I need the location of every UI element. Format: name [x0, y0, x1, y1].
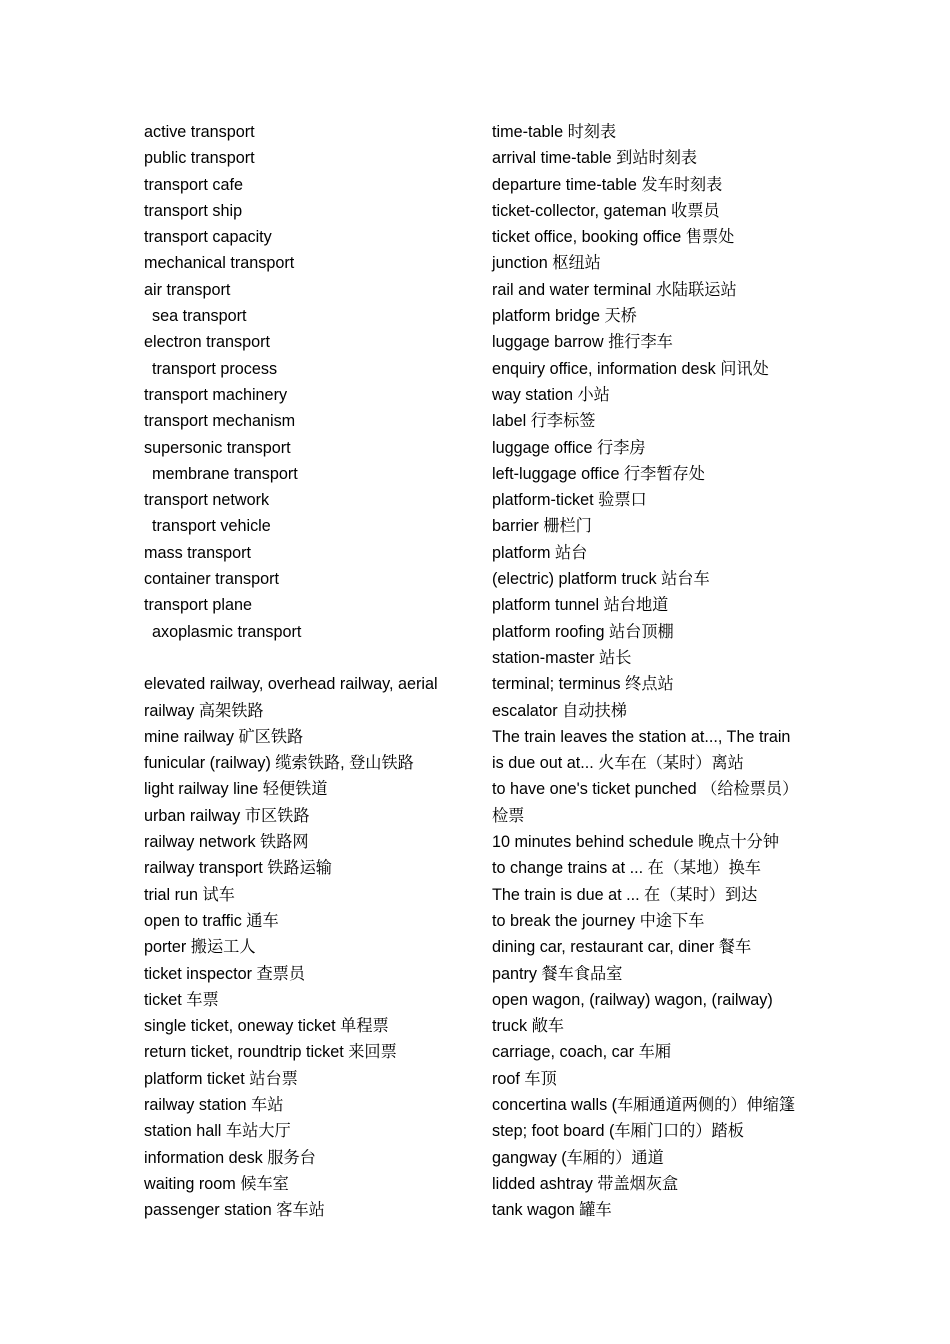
- term-line: elevated railway, overhead railway, aerial: [144, 675, 438, 694]
- term-line: platform ticket 站台票: [144, 1069, 298, 1088]
- term-line: axoplasmic transport: [152, 622, 302, 641]
- term-line: The train leaves the station at..., The train: [492, 727, 791, 746]
- term-line: departure time-table 发车时刻表: [492, 175, 723, 194]
- term-line: railway 高架铁路: [144, 701, 264, 720]
- term-line: gangway (车厢的）通道: [492, 1148, 664, 1167]
- term-line: 10 minutes behind schedule 晚点十分钟: [492, 833, 780, 852]
- term-line: railway network 铁路网: [144, 833, 309, 852]
- term-line: membrane transport: [152, 464, 298, 483]
- term-line: way station 小站: [492, 385, 610, 404]
- right-column: [492, 119, 822, 1223]
- term-line: barrier 栅栏门: [492, 517, 592, 536]
- term-line: to change trains at ... 在（某地）换车: [492, 859, 761, 878]
- term-line: platform bridge 天桥: [492, 307, 637, 326]
- term-line: transport cafe: [144, 175, 243, 194]
- term-line: lidded ashtray 带盖烟灰盒: [492, 1174, 679, 1193]
- term-line: trial run 试车: [144, 885, 235, 904]
- term-line: ticket inspector 查票员: [144, 964, 306, 983]
- term-line: sea transport: [152, 307, 247, 326]
- term-line: light railway line 轻便铁道: [144, 780, 328, 799]
- term-line: return ticket, roundtrip ticket 来回票: [144, 1043, 397, 1062]
- term-line: transport process: [152, 359, 278, 378]
- term-line: rail and water terminal 水陆联运站: [492, 280, 737, 299]
- term-line: luggage office 行李房: [492, 438, 646, 457]
- term-line: transport network: [144, 491, 270, 510]
- left-column: [144, 119, 464, 1223]
- term-line: mine railway 矿区铁路: [144, 727, 304, 746]
- term-line: platform roofing 站台顶棚: [492, 622, 674, 641]
- term-line: funicular (railway) 缆索铁路, 登山铁路: [144, 754, 414, 773]
- term-line: transport plane: [144, 596, 252, 615]
- term-line: station-master 站长: [492, 648, 632, 667]
- term-line: waiting room 候车室: [144, 1174, 289, 1193]
- term-line: time-table 时刻表: [492, 123, 617, 141]
- term-line: carriage, coach, car 车厢: [492, 1043, 672, 1062]
- term-line: open to traffic 通车: [144, 911, 279, 930]
- blank-line: [144, 645, 464, 671]
- term-line: to have one's ticket punched （给检票员）: [492, 780, 799, 799]
- term-line: railway transport 铁路运输: [144, 859, 332, 878]
- term-line: porter 搬运工人: [144, 938, 256, 957]
- term-line: tank wagon 罐车: [492, 1201, 612, 1220]
- term-line: transport mechanism: [144, 412, 296, 431]
- term-line: luggage barrow 推行李车: [492, 333, 673, 352]
- term-line: transport capacity: [144, 228, 272, 247]
- term-line: escalator 自动扶梯: [492, 701, 627, 720]
- term-line: pantry 餐车食品室: [492, 964, 623, 983]
- term-line: passenger station 客车站: [144, 1201, 325, 1220]
- term-line: The train is due at ... 在（某时）到达: [492, 885, 758, 904]
- term-line: public transport: [144, 149, 255, 168]
- term-line: label 行李标签: [492, 412, 596, 431]
- term-line: electron transport: [144, 333, 270, 352]
- term-line: truck 敞车: [492, 1017, 564, 1036]
- term-line: transport ship: [144, 201, 243, 220]
- term-line: is due out at... 火车在（某时）离站: [492, 754, 744, 773]
- term-line: railway station 车站: [144, 1095, 284, 1114]
- term-line: mechanical transport: [144, 254, 295, 273]
- term-line: dining car, restaurant car, diner 餐车: [492, 938, 752, 957]
- term-line: (electric) platform truck 站台车: [492, 570, 710, 589]
- term-line: terminal; terminus 终点站: [492, 675, 674, 694]
- term-line: ticket office, booking office 售票处: [492, 228, 735, 247]
- term-line: mass transport: [144, 543, 252, 562]
- term-line: information desk 服务台: [144, 1148, 316, 1167]
- term-line: ticket-collector, gateman 收票员: [492, 201, 720, 220]
- term-line: single ticket, oneway ticket 单程票: [144, 1017, 389, 1036]
- term-line: ticket 车票: [144, 990, 219, 1009]
- term-line: arrival time-table 到站时刻表: [492, 149, 698, 168]
- term-line: platform-ticket 验票口: [492, 491, 647, 510]
- term-line: platform 站台: [492, 543, 588, 562]
- term-line: air transport: [144, 280, 231, 299]
- term-line: station hall 车站大厅: [144, 1122, 291, 1141]
- term-line: container transport: [144, 570, 279, 589]
- term-line: left-luggage office 行李暂存处: [492, 464, 705, 483]
- term-line: step; foot board (车厢门口的）踏板: [492, 1122, 744, 1141]
- term-line: urban railway 市区铁路: [144, 806, 310, 825]
- term-line: concertina walls (车厢通道两侧的）伸缩篷: [492, 1095, 796, 1114]
- term-line: to break the journey 中途下车: [492, 911, 705, 930]
- term-line: open wagon, (railway) wagon, (railway): [492, 990, 773, 1009]
- term-line: transport vehicle: [152, 517, 271, 536]
- term-line: platform tunnel 站台地道: [492, 596, 669, 615]
- term-line: active transport: [144, 123, 255, 141]
- term-line: roof 车顶: [492, 1069, 557, 1088]
- term-line: supersonic transport: [144, 438, 291, 457]
- term-line: 检票: [492, 806, 525, 825]
- term-line: enquiry office, information desk 问讯处: [492, 359, 769, 378]
- term-line: transport machinery: [144, 385, 288, 404]
- term-line: junction 枢纽站: [492, 254, 601, 273]
